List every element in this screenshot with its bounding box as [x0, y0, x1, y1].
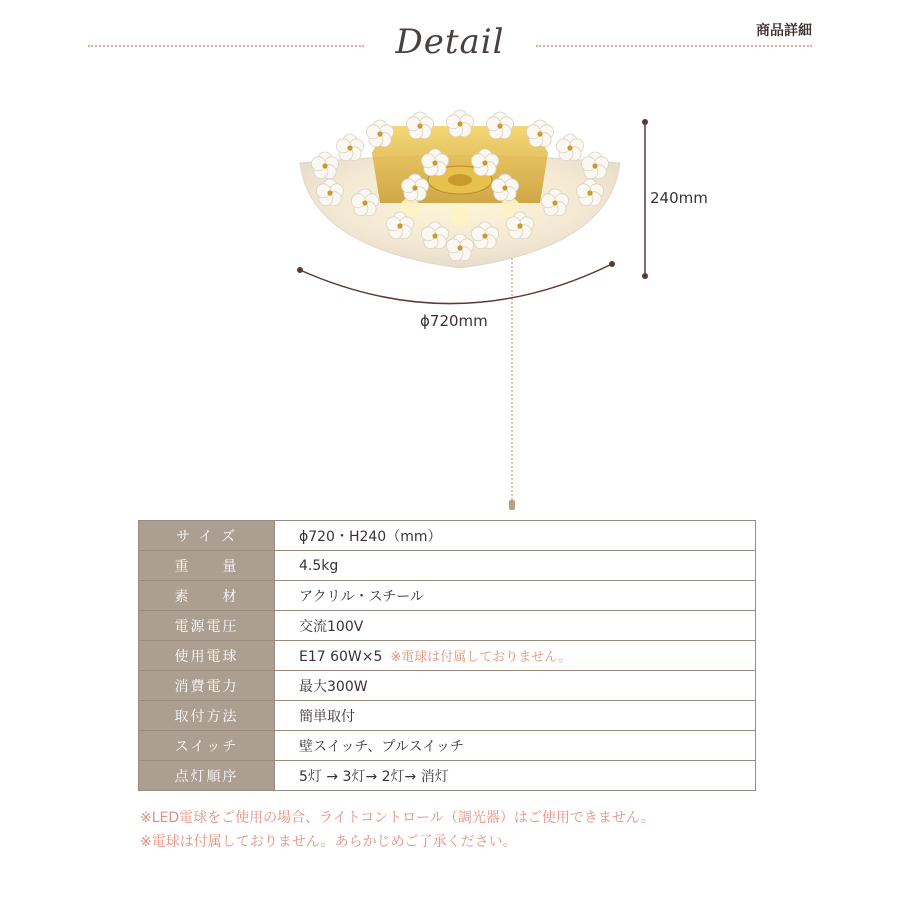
- footnote-bulb: ※電球は付属しておりません。あらかじめご了承ください。: [140, 834, 517, 850]
- table-row: [139, 551, 756, 581]
- table-row: [139, 761, 756, 791]
- table-row: [139, 521, 756, 551]
- spec-label-lighting-order: 点灯順序: [139, 761, 275, 791]
- table-row: [139, 641, 756, 671]
- table-row: [139, 701, 756, 731]
- table-row: [139, 611, 756, 641]
- spec-value-material: アクリル・スチール: [275, 581, 756, 611]
- footnote-led: ※LED電球をご使用の場合、ライトコントロール（調光器）はご使用できません。: [140, 810, 655, 826]
- spec-value-voltage: 交流100V: [275, 611, 756, 641]
- diameter-dimension-label: ϕ720mm: [420, 312, 488, 330]
- page-title: Detail: [395, 22, 505, 62]
- spec-table: [138, 520, 756, 791]
- spec-label-material: 素 材: [139, 581, 275, 611]
- spec-label-weight: 重 量: [139, 551, 275, 581]
- table-row: [139, 731, 756, 761]
- spec-label-power: 消費電力: [139, 671, 275, 701]
- spec-label-size: サ イ ズ: [139, 521, 275, 551]
- spec-value-size: ϕ720・H240（mm）: [275, 521, 756, 551]
- spec-label-voltage: 電源電圧: [139, 611, 275, 641]
- table-row: [139, 581, 756, 611]
- footnotes: [140, 806, 840, 854]
- spec-label-install: 取付方法: [139, 701, 275, 731]
- bulb-note: ※電球は付属しておりません。: [390, 650, 572, 665]
- table-row: [139, 671, 756, 701]
- spec-value-install: 簡単取付: [275, 701, 756, 731]
- spec-label-bulb: 使用電球: [139, 641, 275, 671]
- section-badge: 商品詳細: [756, 23, 812, 39]
- spec-value-switch: 壁スイッチ、プルスイッチ: [275, 731, 756, 761]
- spec-value-weight: 4.5kg: [275, 551, 756, 581]
- height-dimension-label: 240mm: [650, 189, 708, 207]
- spec-label-switch: スイッチ: [139, 731, 275, 761]
- spec-value-lighting-order: 5灯 → 3灯→ 2灯→ 消灯: [275, 761, 756, 791]
- spec-value-bulb: E17 60W×5 ※電球は付属しておりません。: [275, 641, 756, 671]
- spec-value-power: 最大300W: [275, 671, 756, 701]
